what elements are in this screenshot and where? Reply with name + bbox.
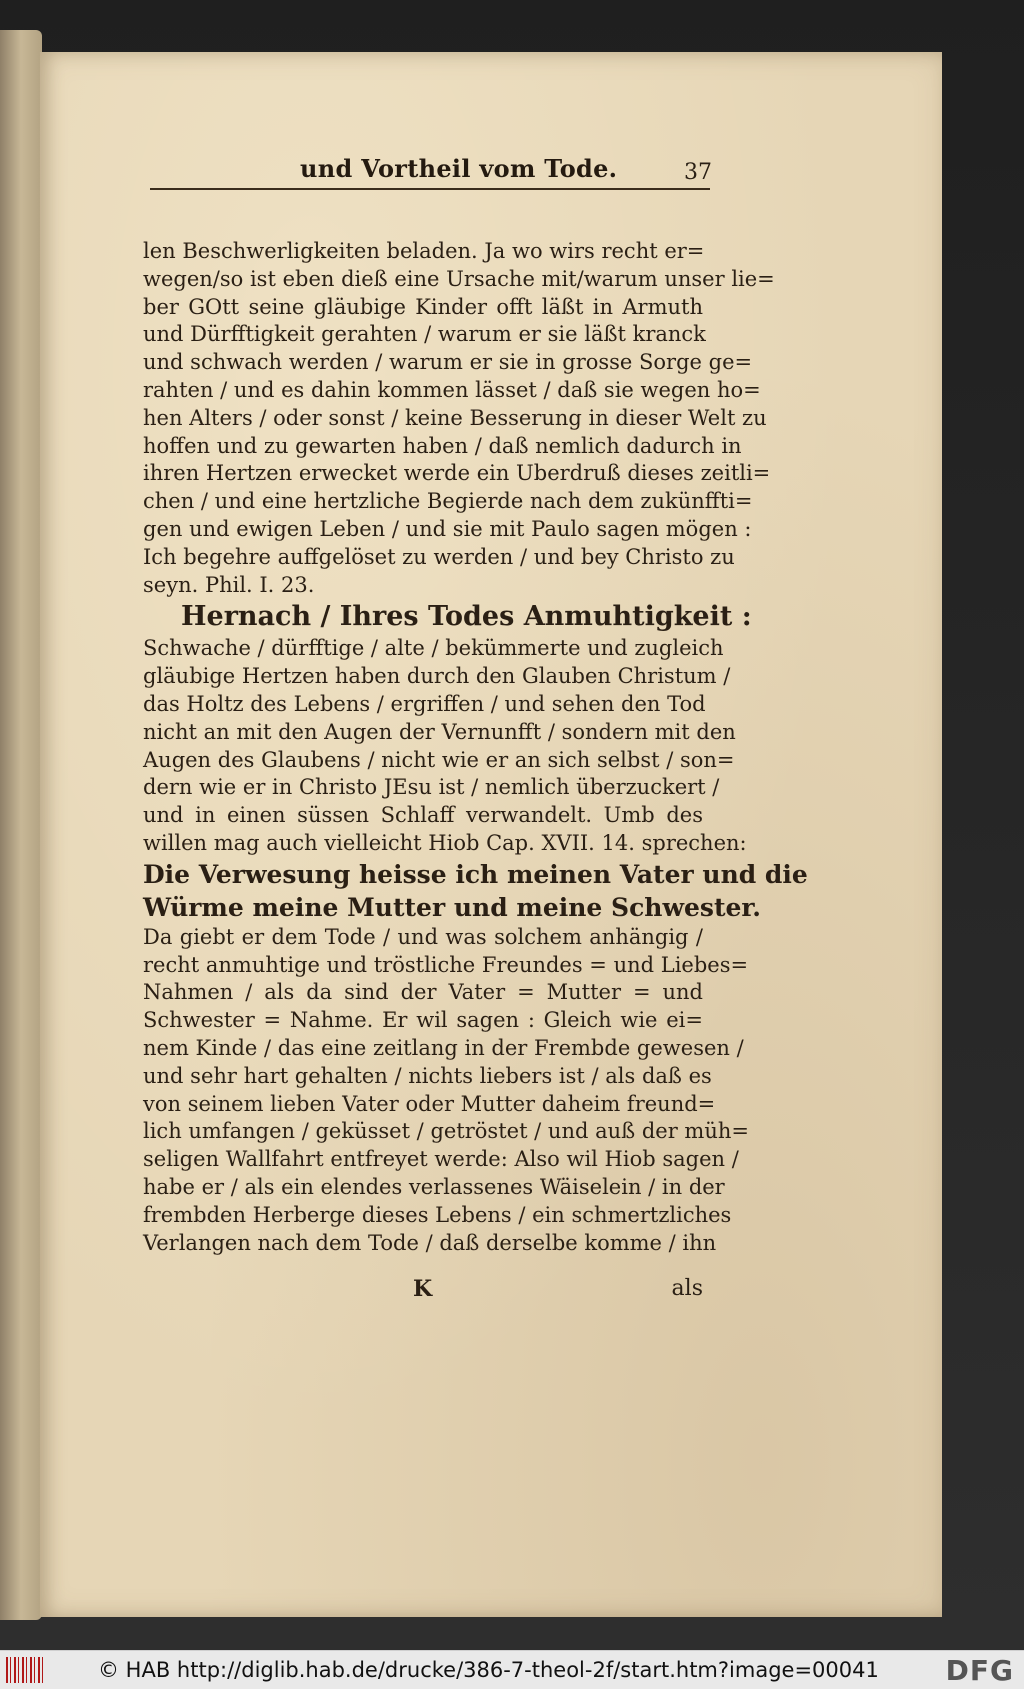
text-line: lich umfangen / geküsset / getröstet / und auß der müh=: [143, 1119, 749, 1144]
section-heading: Hernach / Ihres Todes Anmuhtigkeit :: [181, 601, 752, 633]
header-rule: [150, 188, 710, 190]
text-line: frembden Herberge dieses Lebens / ein schmertzliches: [143, 1202, 732, 1227]
text-line: Nahmen / als da sind der Vater = Mutter = und: [143, 980, 703, 1005]
catchword: als: [671, 1276, 703, 1301]
text-line: ber GOtt seine gläubige Kinder offt läßt in Armuth: [143, 294, 703, 319]
signature-line: [143, 1276, 703, 1306]
quote-line: Die Verwesung heisse ich meinen Vater und die: [143, 859, 808, 889]
text-line: hoffen und zu gewarten haben / daß nemlich dadurch in: [143, 433, 742, 458]
text-line: rahten / und es dahin kommen lässet / daß sie wegen ho=: [143, 377, 761, 402]
text-line: Ich begehre auffgelöset zu werden / und bey Christo zu: [143, 544, 735, 569]
text-line: gen und ewigen Leben / und sie mit Paulo sagen mögen :: [143, 516, 752, 541]
text-line: nem Kinde / das eine zeitlang in der Frembde gewesen /: [143, 1035, 744, 1060]
text-line: ihren Hertzen erwecket werde ein Uberdruß dieses zeitli=: [143, 461, 771, 486]
running-title: und Vortheil vom Tode.: [300, 154, 618, 183]
text-line: und in einen süssen Schlaff verwandelt. Umb des: [143, 803, 703, 828]
quote-line: Würme meine Mutter und meine Schwester.: [143, 892, 762, 922]
text-line: willen mag auch vielleicht Hiob Cap. XVII. 14. sprechen:: [143, 830, 747, 855]
text-line: seyn. Phil. I. 23.: [143, 572, 315, 597]
text-line: und schwach werden / warum er sie in grosse Sorge ge=: [143, 350, 753, 375]
text-line: gläubige Hertzen haben durch den Glauben Christum /: [143, 664, 731, 689]
text-line: Verlangen nach dem Tode / daß derselbe komme / ihn: [143, 1230, 717, 1255]
barcode-icon: [6, 1657, 44, 1683]
text-line: len Beschwerligkeiten beladen. Ja wo wirs recht er=: [143, 239, 705, 263]
text-line: und sehr hart gehalten / nichts liebers ist / als daß es: [143, 1063, 712, 1088]
text-line: Da giebt er dem Tode / und was solchem anhängig /: [143, 924, 703, 949]
page-number: 37: [684, 160, 712, 185]
signature-mark: K: [413, 1276, 433, 1302]
text-line: Augen des Glaubens / nicht wie er an sich selbst / son=: [143, 747, 735, 772]
text-line: habe er / als ein elendes verlassenes Wäiselein / in der: [143, 1174, 725, 1199]
main-text: [143, 238, 808, 1257]
running-head: [110, 152, 710, 196]
copyright-link[interactable]: © HAB http://diglib.hab.de/drucke/386-7-theol-2f/start.htm?image=00041: [98, 1658, 879, 1682]
text-line: recht anmuhtige und tröstliche Freundes = und Liebes=: [143, 952, 749, 977]
text-line: hen Alters / oder sonst / keine Besserung in dieser Welt zu: [143, 405, 767, 430]
text-line: seligen Wallfahrt entfreyet werde: Also wil Hiob sagen /: [143, 1147, 739, 1172]
text-line: Schwester = Nahme. Er wil sagen : Gleich wie ei=: [143, 1008, 703, 1033]
text-line: und Dürfftigkeit gerahten / warum er sie läßt kranck: [143, 322, 706, 347]
text-line: wegen/so ist eben dieß eine Ursache mit/warum unser lie=: [143, 266, 775, 291]
previous-page-edge: [0, 30, 42, 1620]
text-line: Schwache / dürfftige / alte / bekümmerte und zugleich: [143, 636, 724, 661]
text-line: dern wie er in Christo JEsu ist / nemlich überzuckert /: [143, 775, 720, 800]
text-line: von seinem lieben Vater oder Mutter daheim freund=: [143, 1091, 716, 1116]
text-line: nicht an mit den Augen der Vernunfft / sondern mit den: [143, 719, 736, 744]
text-line: chen / und eine hertzliche Begierde nach dem zukünffti=: [143, 489, 753, 514]
text-line: das Holtz des Lebens / ergriffen / und sehen den Tod: [143, 691, 706, 716]
dfg-logo: DFG: [945, 1654, 1014, 1687]
viewer-footer: [0, 1650, 1024, 1689]
